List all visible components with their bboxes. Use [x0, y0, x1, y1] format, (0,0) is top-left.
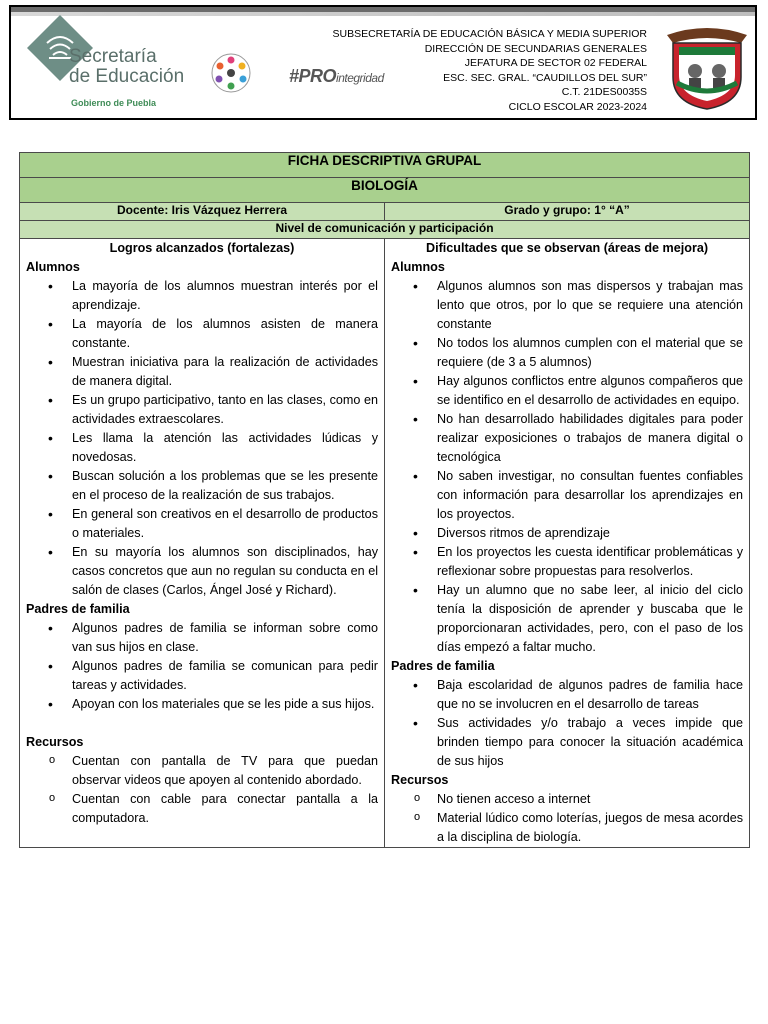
list-item: • Apoyan con los materiales que se les pide a sus hijos.: [26, 695, 378, 714]
list-item: • La mayoría de los alumnos asisten de manera constante.: [26, 315, 378, 353]
dificultades-heading: Dificultades que se observan (áreas de mejora): [425, 241, 709, 255]
list-item: o Cuentan con pantalla de TV para que puedan observar videos que apoyen al contenido abordado.: [26, 752, 378, 790]
list-item: • Algunos padres de familia se comunican para pedir tareas y actividades.: [26, 657, 378, 695]
list-item: • Sus actividades y/o trabajo a veces impide que brinden tiempo para conocer la situación académica de sus hijos: [391, 714, 743, 771]
left-recursos-list: [26, 752, 378, 828]
list-item: • No todos los alumnos cumplen con el material que se requiere (de 3 a 5 alumnos): [391, 334, 743, 372]
fortalezas-column: [20, 239, 385, 848]
institution-line: ESC. SEC. GRAL. “CAUDILLOS DEL SUR”: [443, 71, 647, 84]
document-header: [9, 5, 757, 120]
circle-emblem-icon: [209, 51, 253, 95]
list-item: o Cuentan con cable para conectar pantalla a la computadora.: [26, 790, 378, 828]
list-item: • En general son creativos en el desarrollo de productos o materiales.: [26, 505, 378, 543]
group-cell: Grado y grupo: 1° “A”: [385, 203, 750, 221]
list-item: • No saben investigar, no consultan fuentes confiables con información para desarrollar los aprendizajes en los proyectos.: [391, 467, 743, 524]
level-cell: Nivel de comunicación y participación: [20, 221, 750, 239]
right-alumnos-list: [391, 277, 743, 657]
list-item: • Buscan solución a los problemas que se les presente en el proceso de la realización de sus trabajos.: [26, 467, 378, 505]
title-row: [20, 153, 750, 178]
content-row: [20, 239, 750, 848]
fortalezas-heading: Logros alcanzados (fortalezas): [109, 241, 295, 255]
institution-line: DIRECCIÓN DE SECUNDARIAS GENERALES: [424, 42, 647, 55]
list-item: • Hay algunos conflictos entre algunos compañeros que se identifico en el desarrollo de actividades en equipo.: [391, 372, 743, 410]
list-item: • Algunos alumnos son mas dispersos y trabajan mas lento que otros, por lo que se requiere una atención constante: [391, 277, 743, 334]
list-item: • Les llama la atención las actividades lúdicas y novedosas.: [26, 429, 378, 467]
list-item: • Baja escolaridad de algunos padres de familia hace que no se involucren en el desarrollo de tareas: [391, 676, 743, 714]
list-item: • Algunos padres de familia se informan sobre como van sus hijos en clase.: [26, 619, 378, 657]
doc-title: FICHA DESCRIPTIVA GRUPAL: [20, 153, 750, 178]
institution-lines: [333, 27, 648, 115]
level-row: [20, 221, 750, 239]
list-item: • En su mayoría los alumnos son disciplinados, hay casos concretos que aun no regulan su conducta en el salón de clases (Carlos, Ángel José y Richard).: [26, 543, 378, 600]
header-top-band-light: [11, 12, 755, 16]
pro-rest-text: integridad: [336, 71, 384, 85]
list-item: • Hay un alumno que no sabe leer, al inicio del ciclo tenía la disposición de aprender y buscaba que le proporcionaran actividades, pero, con el paso de los días empezó a faltar mucho.: [391, 581, 743, 657]
teacher-group-row: [20, 203, 750, 221]
list-item: o No tienen acceso a internet: [391, 790, 743, 809]
padres-label: Padres de familia: [391, 659, 495, 673]
ficha-table: [19, 152, 750, 848]
right-padres-list: [391, 676, 743, 771]
logo-line-1: Secretaría: [69, 46, 157, 67]
institution-line: JEFATURA DE SECTOR 02 FEDERAL: [464, 57, 647, 70]
left-alumnos-list: [26, 277, 378, 600]
doc-subject: BIOLOGÍA: [20, 178, 750, 203]
subject-row: [20, 178, 750, 203]
left-padres-list: [26, 619, 378, 714]
list-item: • Es un grupo participativo, tanto en las clases, como en actividades extraescolares.: [26, 391, 378, 429]
list-item: o Material lúdico como loterías, juegos de mesa acordes a la disciplina de biología.: [391, 809, 743, 847]
teacher-cell: Docente: Iris Vázquez Herrera: [20, 203, 385, 221]
logo-line-2: de Educación: [69, 66, 185, 87]
padres-label: Padres de familia: [26, 602, 130, 616]
logo-subtitle: Gobierno de Puebla: [71, 98, 157, 108]
secretaria-logo-text: [69, 47, 184, 87]
institution-line: SUBSECRETARÍA DE EDUCACIÓN BÁSICA Y MEDIA SUPERIOR: [332, 28, 647, 40]
list-item: • En los proyectos les cuesta identificar problemáticas y reflexionar sobre propuestas para resolverlos.: [391, 543, 743, 581]
alumnos-label: Alumnos: [26, 260, 80, 274]
list-item: • Diversos ritmos de aprendizaje: [391, 524, 743, 543]
pro-hash-text: #PRO: [289, 66, 337, 86]
institution-line: C.T. 21DES0035S: [561, 86, 647, 99]
list-item: • Muestran iniciativa para la realización de actividades de manera digital.: [26, 353, 378, 391]
spacer: [26, 714, 378, 733]
school-crest-icon: [663, 21, 751, 113]
recursos-label: Recursos: [26, 735, 84, 749]
list-item: • La mayoría de los alumnos muestran interés por el aprendizaje.: [26, 277, 378, 315]
dificultades-column: [385, 239, 750, 848]
right-recursos-list: [391, 790, 743, 847]
list-item: • No han desarrollado habilidades digitales para poder realizar exposiciones o trabajos de manera digital o tecnológica: [391, 410, 743, 467]
alumnos-label: Alumnos: [391, 260, 445, 274]
recursos-label: Recursos: [391, 773, 449, 787]
institution-line: CICLO ESCOLAR 2023-2024: [508, 100, 647, 113]
